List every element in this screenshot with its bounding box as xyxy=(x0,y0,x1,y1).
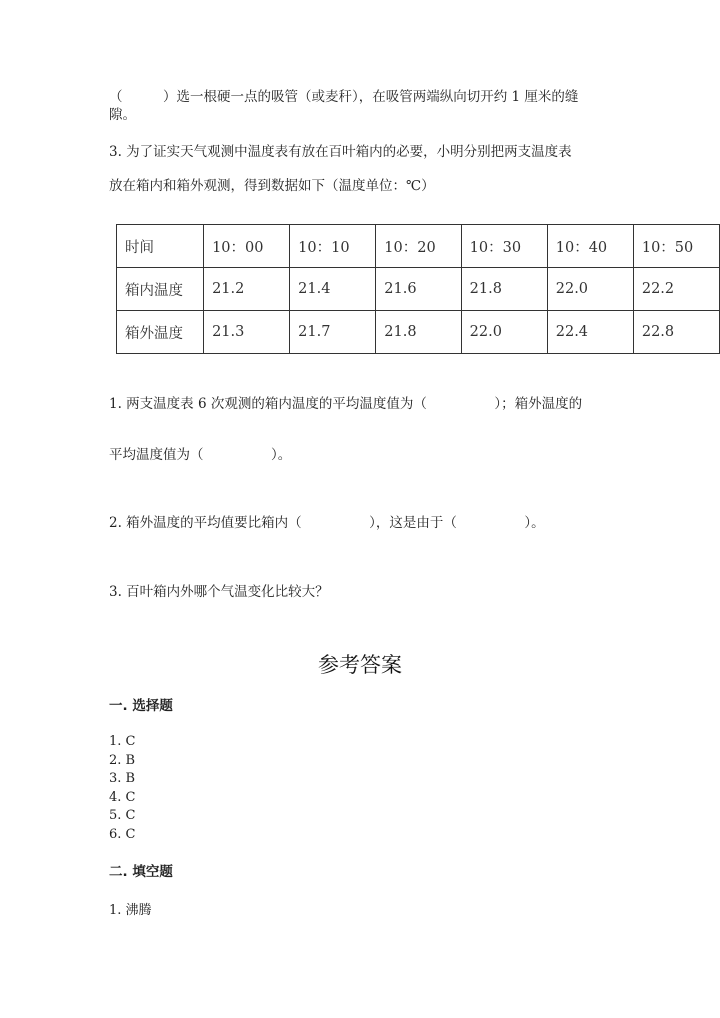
table-header-cell: 10：50 xyxy=(633,225,719,268)
table-cell: 21.2 xyxy=(204,268,290,311)
subquestion-1-line-2: 平均温度值为（ ）。 xyxy=(109,447,292,463)
table-cell: 21.7 xyxy=(290,311,376,354)
table-header-cell: 10：00 xyxy=(204,225,290,268)
fill-answer-list xyxy=(109,902,152,921)
table-cell: 22.2 xyxy=(633,268,719,311)
list-item: 2. B xyxy=(109,752,136,768)
table-header-cell: 时间 xyxy=(117,225,204,268)
table-header-cell: 10：20 xyxy=(376,225,461,268)
list-item: 3. B xyxy=(109,771,136,787)
section-heading-choice: 一. 选择题 xyxy=(109,698,173,714)
subquestion-3: 3. 百叶箱内外哪个气温变化比较大？ xyxy=(109,584,329,600)
table-cell: 箱内温度 xyxy=(117,268,204,311)
list-item: 1. C xyxy=(109,734,136,749)
choice-answer-list xyxy=(109,733,135,845)
table-cell: 21.8 xyxy=(461,268,547,311)
intro-line-2: 隙。 xyxy=(109,107,136,123)
question-3-line-2: 放在箱内和箱外观测，得到数据如下（温度单位：℃） xyxy=(109,178,435,194)
table-cell: 22.4 xyxy=(547,311,633,354)
table-header-row xyxy=(117,225,720,268)
table-header-cell: 10：30 xyxy=(461,225,547,268)
subquestion-2: 2. 箱外温度的平均值要比箱内（ ），这是由于（ ）。 xyxy=(109,515,545,531)
table-row xyxy=(117,311,720,354)
table-row xyxy=(117,268,720,311)
table-cell: 21.8 xyxy=(376,311,461,354)
intro-line-1: （ ）选一根硬一点的吸管（或麦秆），在吸管两端纵向切开约 1 厘米的缝 xyxy=(109,89,579,105)
temperature-table xyxy=(116,224,720,354)
table-cell: 21.6 xyxy=(376,268,461,311)
table-cell: 21.3 xyxy=(204,311,290,354)
table-cell: 22.0 xyxy=(461,311,547,354)
subquestion-1-line-1: 1. 两支温度表 6 次观测的箱内温度的平均温度值为（ ）；箱外温度的 xyxy=(109,396,583,412)
table-cell: 21.4 xyxy=(290,268,376,311)
table-cell: 22.8 xyxy=(633,311,719,354)
table-header-cell: 10：40 xyxy=(547,225,633,268)
table-cell: 22.0 xyxy=(547,268,633,311)
question-3-line-1: 3. 为了证实天气观测中温度表有放在百叶箱内的必要，小明分别把两支温度表 xyxy=(109,144,572,160)
list-item: 1. 沸腾 xyxy=(109,903,152,918)
list-item: 6. C xyxy=(109,826,136,842)
table-cell: 箱外温度 xyxy=(117,311,204,354)
table-header-cell: 10：10 xyxy=(290,225,376,268)
answers-title: 参考答案 xyxy=(318,653,402,677)
list-item: 4. C xyxy=(109,789,136,805)
section-heading-fill: 二. 填空题 xyxy=(109,864,173,880)
list-item: 5. C xyxy=(109,808,136,824)
